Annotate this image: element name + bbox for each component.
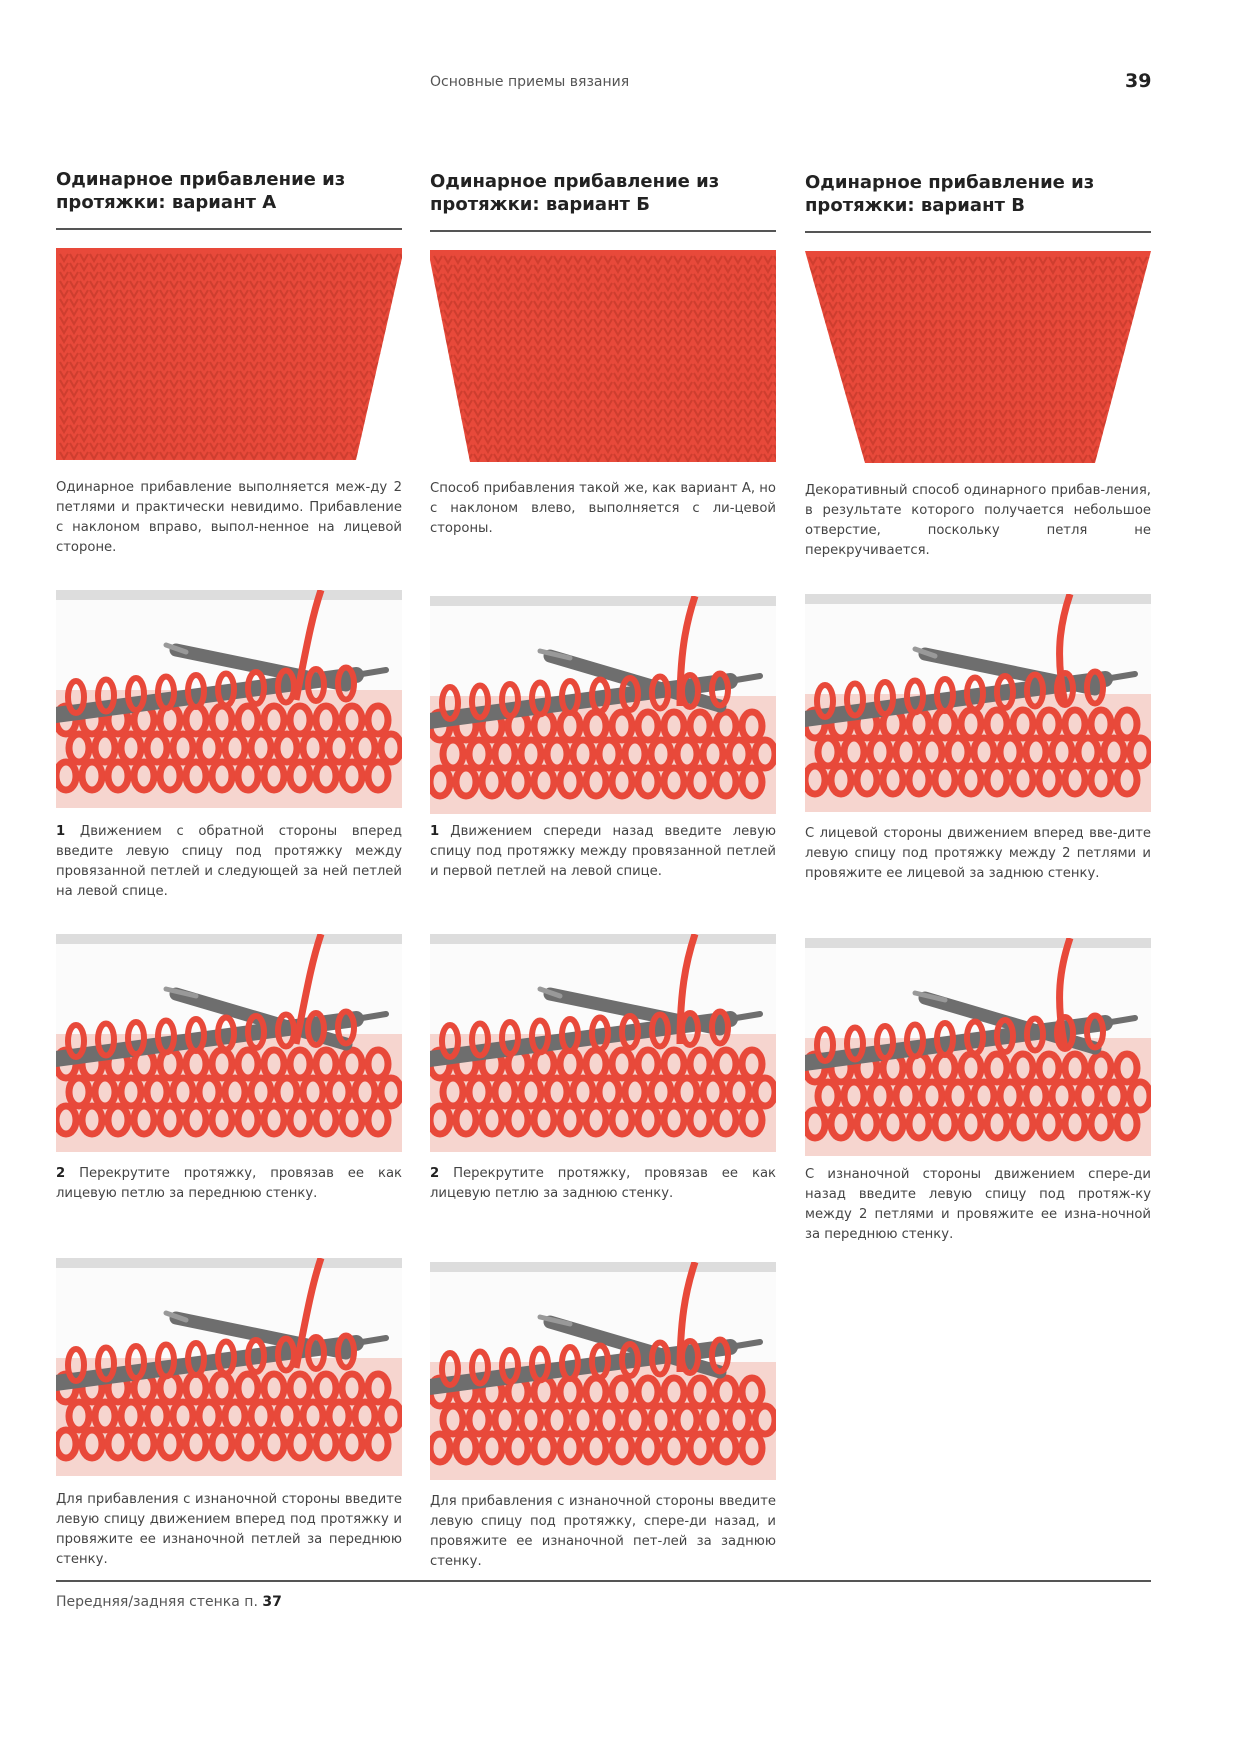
illustration-a-step1 — [56, 590, 402, 808]
heading-variant-c: Одинарное прибавление из протяжки: вариант В — [805, 172, 1095, 216]
footer-reference — [56, 1594, 282, 1610]
step-text: Перекрутите протяжку, провязав ее как лицевую петлю за заднюю стенку. — [430, 1166, 776, 1201]
description-c: Декоративный способ одинарного прибав-ления, в результате которого получается небольшое отверстие, поскольку петля не перекручивается. — [805, 483, 1151, 558]
step-number: 2 — [430, 1166, 440, 1181]
illustration-b-step1 — [430, 596, 776, 814]
step-number: 1 — [56, 824, 66, 839]
step-text: Перекрутите протяжку, провязав ее как лицевую петлю за переднюю стенку. — [56, 1166, 402, 1201]
footer-ref-text: Передняя/задняя стенка п. — [56, 1594, 258, 1610]
description-b: Способ прибавления такой же, как вариант А, но с наклоном влево, выполняется с ли-цевой стороны. — [430, 481, 776, 536]
illustration-c-back — [805, 938, 1151, 1156]
running-title: Основные приемы вязания — [430, 74, 630, 90]
illustration-c-front — [805, 594, 1151, 812]
step-c-2 — [805, 1165, 1151, 1245]
divider — [805, 231, 1151, 233]
step-a-purl — [56, 1490, 402, 1570]
footer-divider — [56, 1580, 1151, 1582]
illustration-a-step2 — [56, 934, 402, 1152]
footer-ref-page[interactable]: 37 — [262, 1594, 282, 1610]
step-a-2 — [56, 1164, 402, 1204]
step-number: 1 — [430, 824, 440, 839]
swatch-photo-b — [430, 250, 776, 462]
step-text: С изнаночной стороны движением спере-ди назад введите левую спицу под протяж-ку между 2 петлями и провяжите ее изна-ночной за переднюю стенку. — [805, 1167, 1151, 1242]
step-text: Движением спереди назад введите левую спицу под протяжку между провязанной петлей и первой петлей на левой спице. — [430, 824, 776, 879]
swatch-photo-a — [56, 248, 402, 460]
step-c-1 — [805, 824, 1151, 884]
step-b-purl — [430, 1492, 776, 1572]
step-b-1 — [430, 822, 776, 882]
illustration-b-step2 — [430, 934, 776, 1152]
step-text: С лицевой стороны движением вперед вве-дите левую спицу под протяжку между 2 петлями и провяжите ее лицевой за заднюю стенку. — [805, 826, 1151, 881]
heading-variant-a: Одинарное прибавление из протяжки: вариант А — [56, 169, 346, 213]
illustration-a-purl — [56, 1258, 402, 1476]
divider — [56, 228, 402, 230]
swatch-photo-c — [805, 251, 1151, 463]
divider — [430, 230, 776, 232]
step-a-1 — [56, 822, 402, 902]
step-number: 2 — [56, 1166, 66, 1181]
description-a: Одинарное прибавление выполняется меж-ду 2 петлями и практически невидимо. Прибавление с наклоном вправо, выпол-ненное на лицевой стороне. — [56, 480, 402, 555]
illustration-b-purl — [430, 1262, 776, 1480]
step-text: Для прибавления с изнаночной стороны введите левую спицу под протяжку, спере-ди назад, и провяжите ее изнаночной пет-лей за заднюю стенку. — [430, 1494, 776, 1569]
step-b-2 — [430, 1164, 776, 1204]
page-number: 39 — [1125, 70, 1152, 92]
heading-variant-b: Одинарное прибавление из протяжки: вариант Б — [430, 171, 720, 215]
step-text: Движением с обратной стороны вперед введите левую спицу под протяжку между провязанной петлей и следующей за ней петлей на левой спице. — [56, 824, 402, 899]
step-text: Для прибавления с изнаночной стороны введите левую спицу движением вперед под протяжку и провяжите ее изнаночной петлей за переднюю стенку. — [56, 1492, 402, 1567]
